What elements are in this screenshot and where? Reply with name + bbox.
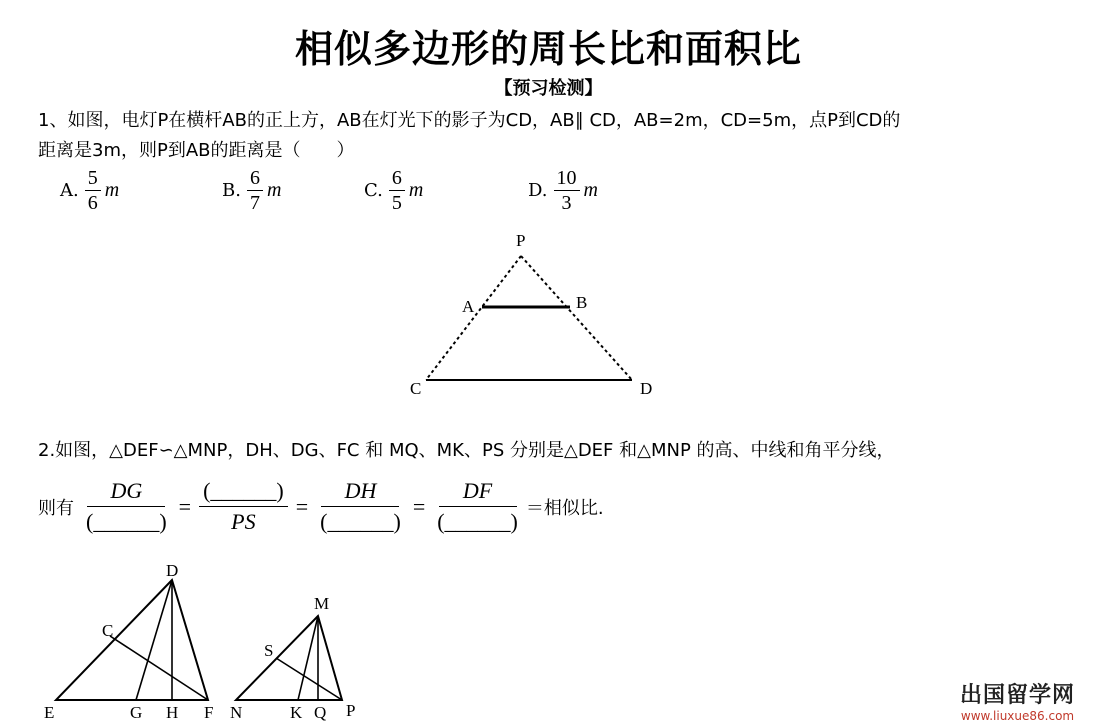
- option-label: D.: [528, 180, 548, 201]
- triangle-mnp: [236, 616, 342, 700]
- q1-text-line2: 距离是3m，则P到AB的距离是（ ）: [38, 140, 355, 161]
- ratio-fraction-2: [199, 476, 288, 537]
- option-label: C.: [364, 180, 383, 201]
- fraction-numerator: DH: [321, 476, 399, 507]
- option-fraction: [554, 166, 580, 215]
- label-a: A: [462, 297, 475, 316]
- fraction-denominator: 5: [391, 192, 402, 214]
- label-p: P: [516, 231, 526, 250]
- page-title: 相似多边形的周长比和面积比: [294, 27, 802, 71]
- median-mk: [298, 616, 318, 700]
- option-fraction: [247, 166, 263, 215]
- q1-option-c[interactable]: [364, 166, 423, 215]
- q1-option-a[interactable]: [60, 166, 119, 215]
- equals-sign: =: [412, 493, 426, 519]
- option-label: A.: [60, 180, 79, 201]
- edge-pd: [521, 256, 632, 380]
- fraction-numerator: 5: [85, 166, 101, 191]
- label-f: F: [204, 703, 214, 722]
- fraction-denominator: (______): [86, 509, 167, 534]
- fraction-numerator: DG: [87, 476, 165, 507]
- equals-sign: =: [295, 493, 309, 519]
- q1-option-d[interactable]: [528, 166, 598, 215]
- label-s: S: [264, 641, 274, 660]
- fraction-numerator: DF: [439, 476, 517, 507]
- label-g: G: [130, 703, 143, 722]
- triangle-def: [56, 580, 208, 700]
- fraction-denominator: 6: [87, 192, 98, 214]
- ratio-fraction-3: [316, 476, 405, 537]
- label-n: N: [230, 703, 243, 722]
- fraction-numerator: (______): [199, 476, 288, 507]
- label-h: H: [166, 703, 179, 722]
- option-label: B.: [222, 180, 241, 201]
- label-q: Q: [314, 703, 327, 722]
- q2-figure: [36, 558, 376, 724]
- ratio-fraction-4: [433, 476, 522, 537]
- fraction-numerator: 6: [247, 166, 263, 191]
- watermark-url: www.liuxue86.com: [960, 709, 1075, 723]
- label-d: D: [640, 379, 653, 398]
- equals-sign: =: [178, 493, 192, 519]
- fraction-numerator: 6: [389, 166, 405, 191]
- ratio-fraction-1: [82, 476, 171, 537]
- label-k: K: [290, 703, 303, 722]
- label-c: C: [410, 379, 422, 398]
- option-unit: m: [266, 179, 282, 201]
- label-c: C: [102, 621, 114, 640]
- watermark: [960, 678, 1075, 723]
- fraction-denominator: 3: [561, 192, 572, 214]
- q1-figure: [400, 228, 670, 400]
- section-heading: 【预习检测】: [494, 78, 603, 99]
- fraction-numerator: 10: [554, 166, 580, 191]
- option-fraction: [389, 166, 405, 215]
- option-unit: m: [104, 179, 120, 201]
- option-unit: m: [408, 179, 424, 201]
- label-d: D: [166, 561, 179, 580]
- label-m: M: [314, 594, 330, 613]
- q1-text-line1: 1、如图，电灯P在横杆AB的正上方，AB在灯光下的影子为CD，AB∥ CD，AB=2m，CD=5m，点P到CD的: [38, 110, 901, 131]
- watermark-logo-text: 出国留学网: [959, 683, 1075, 708]
- q1-option-b[interactable]: [222, 166, 281, 215]
- q2-text-line1: 2.如图，△DEF∽△MNP，DH、DG、FC 和 MQ、MK、PS 分别是△DEF 和△MNP 的高、中线和角平分线，: [38, 440, 895, 461]
- fraction-denominator: PS: [231, 509, 256, 534]
- q2-suffix: ＝相似比.: [525, 497, 604, 519]
- label-e: E: [44, 703, 55, 722]
- fraction-denominator: (______): [320, 509, 401, 534]
- label-b: B: [576, 293, 588, 312]
- q2-prefix: 则有: [38, 497, 74, 519]
- option-unit: m: [583, 179, 598, 201]
- option-fraction: [85, 166, 101, 215]
- label-p: P: [346, 701, 356, 720]
- edge-pc: [426, 256, 521, 380]
- bisector-fc: [110, 636, 208, 700]
- fraction-denominator: 7: [249, 192, 260, 214]
- q2-ratio-equation: [38, 476, 604, 537]
- fraction-denominator: (______): [437, 509, 518, 534]
